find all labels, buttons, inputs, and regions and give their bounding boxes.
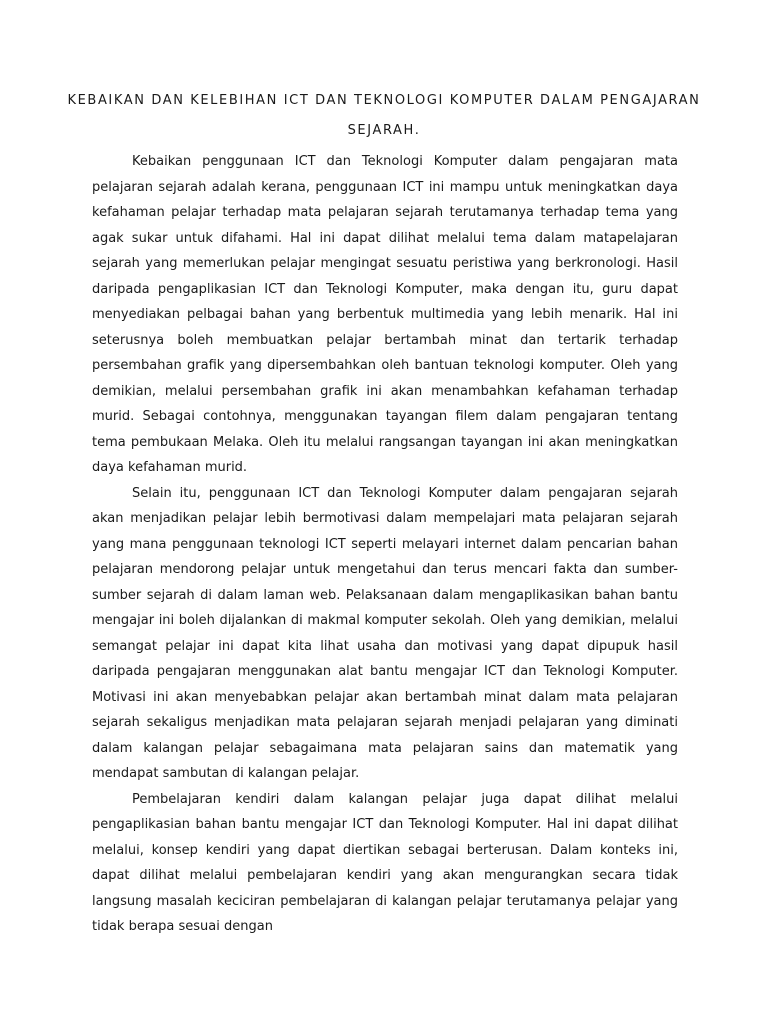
paragraph-2: Selain itu, penggunaan ICT dan Teknologi Komputer dalam pengajaran sejarah akan menjadikan pelajar lebih bermotivasi dalam mempelajari mata pelajaran sejarah yang mana penggunaan teknologi ICT seperti melayari internet dalam pencarian bahan pelajaran mendorong pelajar untuk mengetahui dan terus mencari fakta dan sumber-sumber sejarah di dalam laman web. Pelaksanaan dalam mengaplikasikan bahan bantu mengajar ini boleh dijalankan di makmal komputer sekolah. Oleh yang demikian, melalui semangat pelajar ini dapat kita lihat usaha dan motivasi yang dapat dipupuk hasil daripada pengajaran menggunakan alat bantu mengajar ICT dan Teknologi Komputer. Motivasi ini akan menyebabkan pelajar akan bertambah minat dalam mata pelajaran sejarah sekaligus menjadikan mata pelajaran sejarah menjadi pelajaran yang diminati dalam kalangan pelajar sebagaimana mata pelajaran sains dan matematik yang mendapat sambutan di kalangan pelajar. [92,485,678,781]
paragraph-3: Pembelajaran kendiri dalam kalangan pelajar juga dapat dilihat melalui pengaplikasian bahan bantu mengajar ICT dan Teknologi Komputer. Hal ini dapat dilihat melalui, konsep kendiri yang dapat diertikan sebagai berterusan. Dalam konteks ini, dapat dilihat melalui pembelajaran kendiri yang akan mengurangkan secara tidak langsung masalah keciciran pembelajaran di kalangan pelajar terutamanya pelajar yang tidak berapa sesuai dengan [92,791,678,934]
document-title: KEBAIKAN DAN KELEBIHAN ICT DAN TEKNOLOGI KOMPUTER DALAM PENGAJARAN SEJARAH. [67,93,701,138]
document-body [92,149,678,940]
paragraph-1: Kebaikan penggunaan ICT dan Teknologi Komputer dalam pengajaran mata pelajaran sejarah adalah kerana, penggunaan ICT ini mampu untuk meningkatkan daya kefahaman pelajar terhadap mata pelajaran sejarah terutamanya terhadap tema yang agak sukar untuk difahami. Hal ini dapat dilihat melalui tema dalam matapelajaran sejarah yang memerlukan pelajar mengingat sesuatu peristiwa yang berkronologi. Hasil daripada pengaplikasian ICT dan Teknologi Komputer, maka dengan itu, guru dapat menyediakan pelbagai bahan yang berbentuk multimedia yang lebih menarik. Hal ini seterusnya boleh membuatkan pelajar bertambah minat dan tertarik terhadap persembahan grafik yang dipersembahkan oleh bantuan teknologi komputer. Oleh yang demikian, melalui persembahan grafik ini akan menambahkan kefahaman terhadap murid. Sebagai contohnya, menggunakan tayangan filem dalam pengajaran tentang tema pembukaan Melaka. Oleh itu melalui rangsangan tayangan ini akan meningkatkan daya kefahaman murid. [92,154,678,475]
